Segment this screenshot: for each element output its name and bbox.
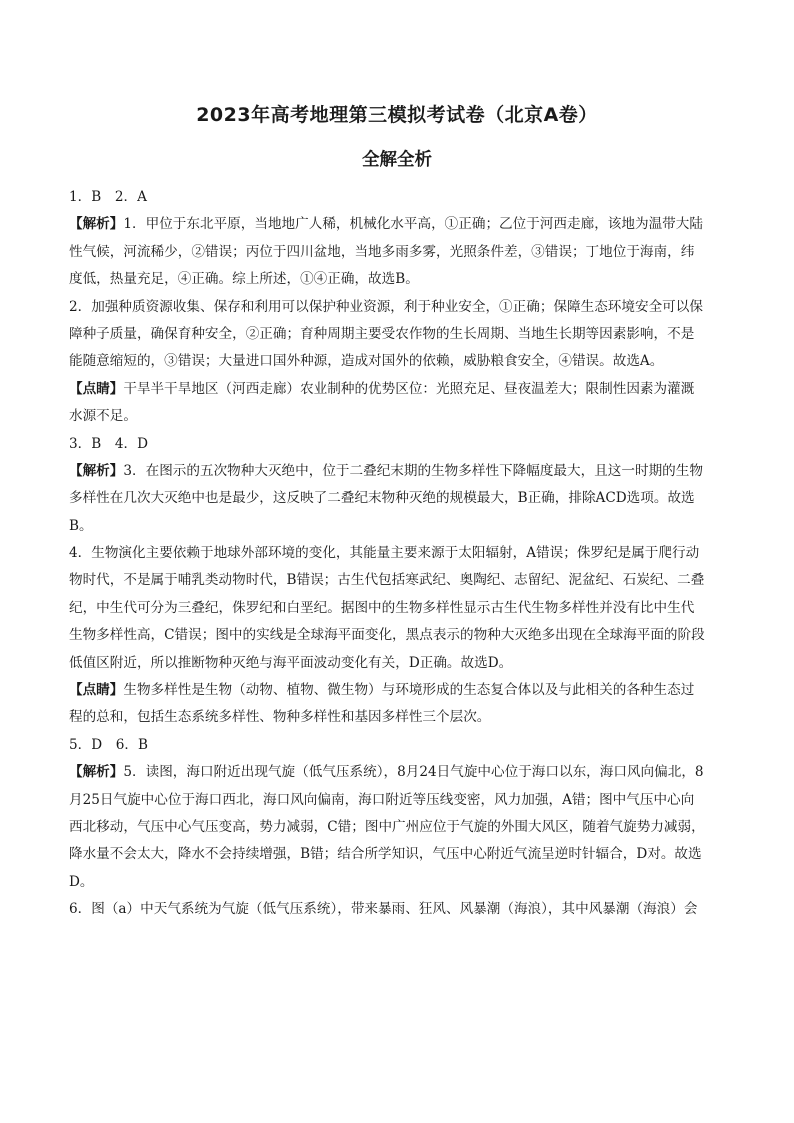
line-text: 3．在图示的五次物种大灭绝中，位于二叠纪末期的生物多样性下降幅度最大，且这一时期的生物	[123, 462, 703, 479]
line-text: 4．生物演化主要依赖于地球外部环境的变化，其能量主要来源于太阳辐射，A错误；侏罗纪是属于爬行动	[69, 545, 700, 562]
text-line	[69, 732, 725, 759]
text-line	[69, 650, 725, 677]
text-line	[69, 759, 725, 786]
line-text: 能随意缩短的，③错误；大量进口国外种源，造成对国外的依赖，威胁粮食安全，④错误。故选A。	[69, 353, 664, 370]
document-title: 2023年高考地理第三模拟考试卷（北京A卷）	[196, 104, 598, 126]
line-text: 水源不足。	[69, 408, 137, 425]
text-line	[69, 869, 725, 896]
line-text: 月25日气旋中心位于海口西北，海口风向偏南，海口附近等压线变密，风力加强，A错；图中气压中心向	[69, 791, 695, 808]
text-line	[69, 814, 725, 841]
text-line	[69, 184, 725, 211]
line-text: 5．读图，海口附近出现气旋（低气压系统），8月24日气旋中心位于海口以东，海口风向偏北，8	[123, 764, 704, 781]
line-text: 降水量不会太大，降水不会持续增强，B错；结合所学知识，气压中心附近气流呈逆时针辐合，D对。故选	[69, 846, 702, 863]
text-line	[69, 239, 725, 266]
line-text: 度低，热量充足，④正确。综上所述，①④正确，故选B。	[69, 271, 419, 288]
text-line	[69, 841, 725, 868]
text-line	[69, 294, 725, 321]
text-line	[69, 540, 725, 567]
text-line	[69, 403, 725, 430]
section-tag: 【点睛】	[69, 380, 124, 397]
line-text: 1．甲位于东北平原，当地地广人稀，机械化水平高，①正确；乙位于河西走廊，该地为温带大陆	[123, 216, 703, 233]
line-text: 纪，中生代可分为三叠纪，侏罗纪和白垩纪。据图中的生物多样性显示古生代生物多样性并没有比中生代	[69, 599, 695, 616]
line-text: 1．B 2．A	[69, 189, 147, 205]
line-text: 性气候，河流稀少，②错误；丙位于四川盆地，当地多雨多雾，光照条件差，③错误；丁地位于海南，纬	[69, 243, 695, 260]
section-tag: 【解析】	[69, 216, 124, 233]
line-text: B。	[69, 517, 93, 534]
text-line	[69, 266, 725, 293]
text-line	[69, 321, 725, 348]
text-line	[69, 896, 725, 923]
document-subtitle: 全解全析	[362, 150, 432, 170]
line-text: 障种子质量，确保育种安全，②正确；育种周期主要受农作物的生长周期、当地生长期等因素影响，不是	[69, 325, 695, 342]
section-tag: 【解析】	[69, 764, 124, 781]
text-line	[69, 211, 725, 238]
line-text: 6．图（a）中天气系统为气旋（低气压系统），带来暴雨、狂风、风暴潮（海浪），其中风暴潮（海浪）会	[69, 901, 698, 918]
text-line	[69, 458, 725, 485]
section-tag: 【点睛】	[69, 682, 124, 699]
line-text: 西北移动，气压中心气压变高，势力减弱，C错；图中广州应位于气旋的外围大风区，随着气旋势力减弱，	[69, 818, 705, 835]
text-line	[69, 704, 725, 731]
text-line	[69, 348, 725, 375]
line-text: 低值区附近，所以推断物种灭绝与海平面波动变化有关，D正确。故选D。	[69, 654, 513, 671]
text-line	[69, 622, 725, 649]
line-text: 生物多样性是生物（动物、植物、微生物）与环境形成的生态复合体以及与此相关的各种生态过	[123, 682, 695, 699]
line-text: 生物多样性高，C错误；图中的实线是全球海平面变化，黑点表示的物种大灭绝多出现在全球海平面的阶段	[69, 627, 705, 644]
text-line	[69, 595, 725, 622]
text-line	[69, 787, 725, 814]
text-line	[69, 513, 725, 540]
section-tag: 【解析】	[69, 462, 124, 479]
text-line	[69, 376, 725, 403]
line-text: 3．B 4．D	[69, 435, 148, 452]
line-text: 程的总和，包括生态系统多样性、物种多样性和基因多样性三个层次。	[69, 709, 491, 726]
line-text: 5．D 6．B	[69, 736, 148, 753]
answer-body	[69, 184, 725, 924]
text-line	[69, 485, 725, 512]
line-text: 2．加强种质资源收集、保存和利用可以保护种业资源，利于种业安全，①正确；保障生态环境安全可以保	[69, 298, 703, 315]
line-text: 干旱半干旱地区（河西走廊）农业制种的优势区位：光照充足、昼夜温差大；限制性因素为灌溉	[123, 380, 695, 397]
line-text: 多样性在几次大灭绝中也是最少，这反映了二叠纪末物种灭绝的规模最大，B正确，排除ACD选项。故选	[69, 490, 695, 507]
line-text: 物时代，不是属于哺乳类动物时代，B错误；古生代包括寒武纪、奥陶纪、志留纪、泥盆纪、石炭纪、二叠	[69, 572, 705, 589]
text-line	[69, 677, 725, 704]
text-line	[69, 431, 725, 458]
text-line	[69, 567, 725, 594]
line-text: D。	[69, 873, 94, 890]
